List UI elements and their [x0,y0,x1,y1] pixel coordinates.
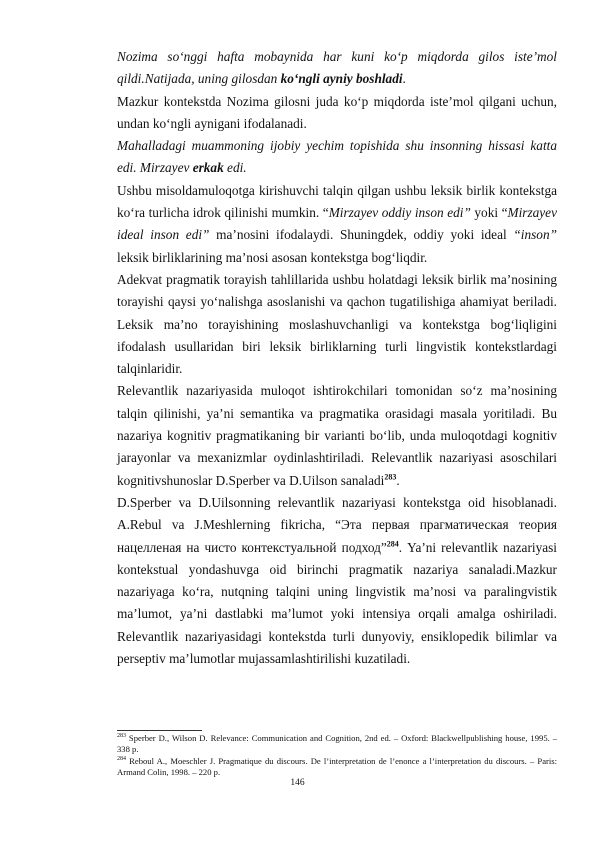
footnote-283 [117,733,557,756]
footnote-ref[interactable]: 283 [384,472,397,482]
main-text [117,46,557,670]
emphasized-phrase: ko‘ngli ayniy boshladi [280,71,403,87]
paragraph-text: Ushbu misoldamuloqotga kirishuvchi talqin qilgan ushbu leksik birlik kontekstga ko‘ra turlicha idrok qilinishi mumkin. “ [117,182,557,221]
example-sentence: Mahalladagi muammoning ijobiy yechim topishida shu insonning hissasi katta edi. Mirzayev [117,138,557,176]
paragraph-2 [117,91,557,136]
paragraph-text: Relevantlik nazariyasida muloqot ishtirokchilari tomonidan so‘z ma’nosining talqin qilinishi, ya’ni semantika va pragmatika orasidagi masala yoritiladi. Bu nazariya kognitiv pragmatikaning bir varianti bo‘lib, unda muloqotdagi kognitiv jarayonlar va mexanizmlar oydinlashtiriladi. Relevantlik nazariyasi asoschilari kognitivshunoslar D.Sperber va D.Uilson sanaladi [117,383,557,488]
footnotes [117,733,557,778]
footnote-divider [117,730,202,731]
emphasized-word: erkak [192,160,224,176]
paragraph-text: . Ya’ni relevantlik nazariyasi kontekstual yondashuvga oid birinchi pragmatik nazariya sanaladi.Mazkur nazariyaga ko‘ra, nutqning talqini uning lingvistik ma’nosi va paralingvistik ma’lumot, ya’ni dastlabki ma’lumot yoki intensiya orqali amalga oshiriladi. Relevantlik nazariyasidagi kontekstda turli dunyoviy, ensiklopedik bilimlar va perseptiv ma’lumotlar mujassamlashtirilishi kuzatiladi. [117,539,557,667]
paragraph-4 [117,180,557,269]
footnote-text: Reboul A., Moeschler J. Pragmatique du discours. De l’interpretation de l’enonce a l’interpretation du discours. – Paris: Armand Colin, 1998. – 220 p. [117,755,557,777]
footnote-text: Sperber D., Wilson D. Relevance: Communication and Cognition, 2nd ed. – Oxford: Blackwellpublishing house, 1995. – 338 p. [117,733,557,755]
quoted-example: Mirzayev oddiy inson edi” [328,205,471,221]
paragraph-1 [117,46,557,91]
page-number: 146 [290,778,305,788]
paragraph-text: Adekvat pragmatik torayish tahlillarida ushbu holatdagi leksik birlik ma’nosining torayishi qaysi yo‘nalishga asoslanishi va qachon tugatilishiga ahamiyat beriladi. Leksik ma’no torayishining moslashuvchanligi va kontekstga bog‘liqligini ifodalash usullaridan biri leksik birliklarning turli lingvistik kontekstlardagi talqinlaridir. [117,271,557,377]
paragraph-text: leksik birliklarining ma’nosi asosan kontekstga bog‘liqdir. [117,249,428,265]
paragraph-text: D.Sperber va D.Uilsonning relevantlik nazariyasi kontekstga oid hisoblanadi. A.Rebul va J.Meshlerning fikricha, “Эта первая прагматическая теория нацелленая на чисто контекстуальной подход” [117,494,557,555]
punctuation: . [402,71,406,87]
footnote-number: 283 [117,733,126,740]
paragraph-7 [117,492,557,670]
footnote-ref[interactable]: 284 [386,539,399,549]
punctuation: . [396,472,400,488]
example-sentence-end: edi. [223,160,247,176]
footnote-284 [117,756,557,779]
paragraph-6 [117,380,557,491]
quoted-example: Mirzayev ideal inson edi” [117,205,557,243]
paragraph-text: yoki “ [470,205,508,221]
quoted-word: “inson” [513,227,557,243]
paragraph-text: ma’nosini ifodalaydi. Shuningdek, oddiy yoki ideal [209,227,514,243]
footnote-number: 284 [117,755,126,762]
paragraph-5 [117,269,557,380]
paragraph-text: Mazkur kontekstda Nozima gilosni juda ko‘p miqdorda iste’mol qilgani uchun, undan ko‘ngli aynigani ifodalanadi. [117,93,557,131]
paragraph-3 [117,135,557,180]
example-sentence: Nozima so‘nggi hafta mobaynida har kuni ko‘p miqdorda gilos iste’mol qildi.Natijada, uning gilosdan [117,49,557,87]
